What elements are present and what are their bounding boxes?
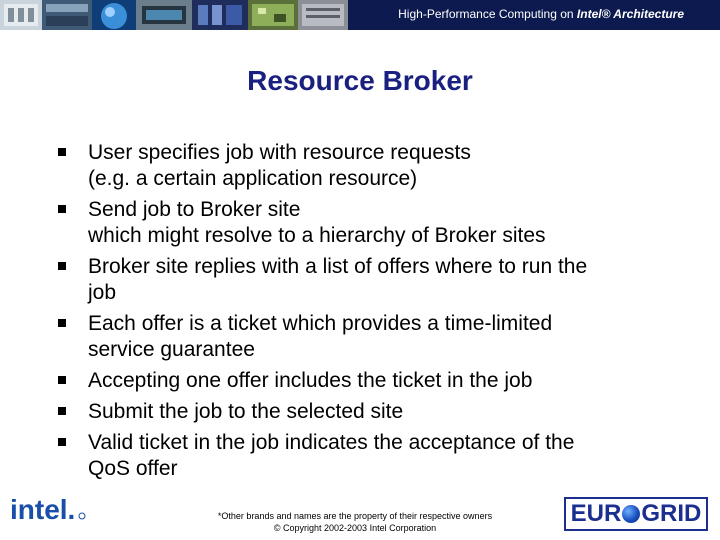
bullet-line: Accepting one offer includes the ticket in the job	[88, 369, 533, 392]
banner-images	[0, 0, 348, 30]
footer-note-line: *Other brands and names are the property of their respective owners	[217, 511, 493, 521]
bullet-line: User specifies job with resource requests	[88, 141, 471, 164]
intel-logo-text: intel.	[10, 494, 76, 525]
banner-text-bold: Intel® Architecture	[576, 7, 684, 21]
square-bullet-icon	[58, 438, 66, 446]
bullet-item	[58, 311, 698, 363]
top-banner	[0, 0, 720, 30]
bullet-item	[58, 140, 698, 192]
bullet-item	[58, 197, 698, 249]
bullet-line: Submit the job to the selected site	[88, 400, 404, 423]
bullet-list	[58, 140, 698, 487]
square-bullet-icon	[58, 319, 66, 327]
bullet-item	[58, 430, 698, 482]
square-bullet-icon	[58, 205, 66, 213]
bullet-item	[58, 368, 698, 394]
bullet-item	[58, 254, 698, 306]
bullet-item	[58, 399, 698, 425]
banner-text-plain: High-Performance Computing on	[398, 7, 577, 21]
footer-note	[195, 510, 515, 534]
square-bullet-icon	[58, 407, 66, 415]
square-bullet-icon	[58, 262, 66, 270]
bullet-line: (e.g. a certain application resource)	[88, 167, 418, 190]
globe-icon	[622, 505, 640, 523]
bullet-line: Each offer is a ticket which provides a time-limited	[88, 312, 553, 335]
eurogrid-logo	[564, 497, 708, 531]
banner-title	[398, 7, 684, 21]
bullet-line: service guarantee	[88, 338, 255, 361]
bullet-line: QoS offer	[88, 457, 178, 480]
slide-title: Resource Broker	[247, 65, 473, 96]
bullet-line: job	[88, 281, 117, 304]
footer-note-line: © Copyright 2002-2003 Intel Corporation	[273, 523, 437, 533]
bullet-line: Broker site replies with a list of offers where to run the	[88, 255, 588, 278]
square-bullet-icon	[58, 148, 66, 156]
registered-mark-icon	[79, 513, 85, 519]
eurogrid-logo-right: GRID	[641, 500, 702, 527]
eurogrid-logo-left: EUR	[570, 500, 622, 527]
bullet-line: Valid ticket in the job indicates the acceptance of the	[88, 431, 575, 454]
square-bullet-icon	[58, 376, 66, 384]
banner-photo-strip	[0, 0, 348, 30]
bullet-line: which might resolve to a hierarchy of Broker sites	[88, 224, 546, 247]
bullet-line: Send job to Broker site	[88, 198, 301, 221]
intel-logo	[8, 492, 88, 532]
